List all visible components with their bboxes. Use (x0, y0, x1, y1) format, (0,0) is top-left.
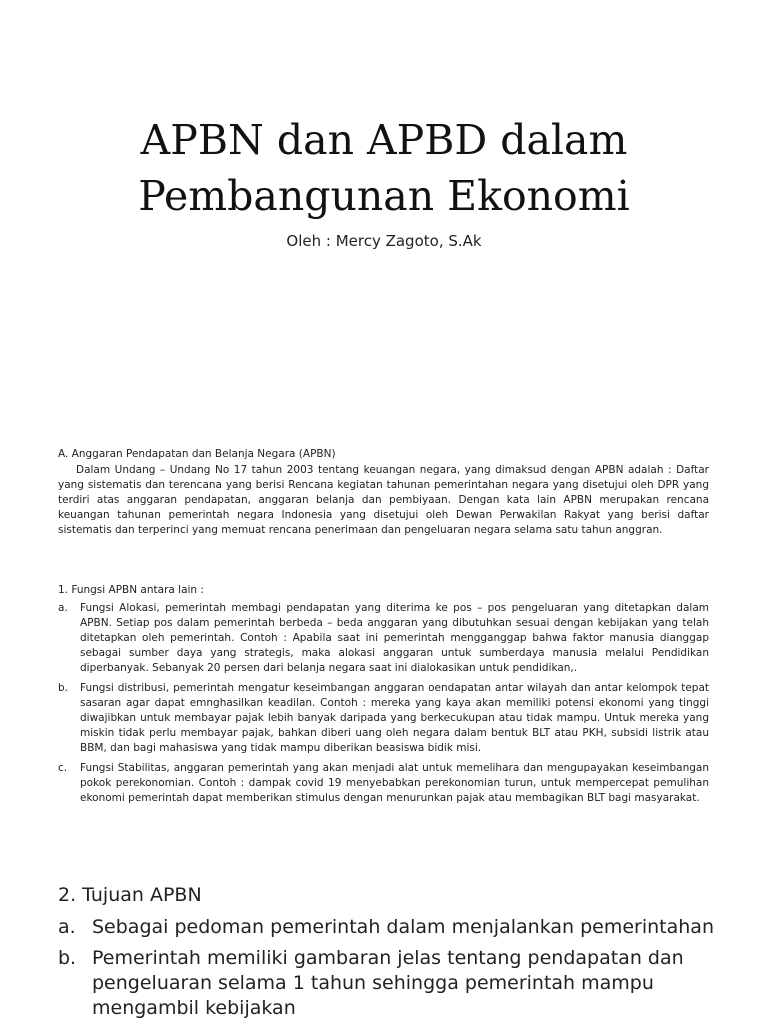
list-marker: c. (58, 762, 68, 774)
section-a-heading: A. Anggaran Pendapatan dan Belanja Negara (APBN) (58, 448, 336, 460)
list-item-text: Fungsi Stabilitas, anggaran pemerintah yang akan menjadi alat untuk memelihara dan mengupayakan keseimbangan pokok perekonomian. Contoh : dampak covid 19 menyebabkan perekonomian turun, untuk mempercepat pemulihan ekonomi pemerintah dapat memberikan stimulus dengan menurunkan pajak atau membagikan BLT bagi masyarakat. (80, 762, 709, 804)
fungsi-list (58, 601, 709, 811)
list-marker: a. (58, 602, 68, 614)
list-item-text: Fungsi Alokasi, pemerintah membagi pendapatan yang diterima ke pos – pos pengeluaran yang ditetapkan dalam APBN. Setiap pos dalam pemerintah berbeda – beda anggaran yang dibutuhkan sesuai dengan kebijakan yang telah ditetapkan oleh pemerintah. Contoh : Apabila saat ini pemerintah mengganggap bahwa faktor manusia dianggap sebagai sumber daya yang strategis, maka alokasi anggaran untuk sumberdaya manusia melalui Pendidikan diperbanyak. Sebanyak 20 persen dari belanja negara saat ini dialokasikan untuk pendidikan,. (80, 602, 709, 674)
list-item (58, 915, 738, 940)
list-item-text: Sebagai pedoman pemerintah dalam menjalankan pemerintahan (92, 916, 714, 938)
document-title (0, 112, 768, 224)
list-marker: a. (58, 916, 76, 938)
list-item (58, 681, 709, 756)
list-marker: b. (58, 682, 69, 694)
title-line-1: APBN dan APBD dalam (140, 116, 628, 164)
title-line-2: Pembangunan Ekonomi (138, 172, 630, 220)
list-marker: b. (58, 947, 77, 969)
list-item-text: Fungsi distribusi, pemerintah mengatur keseimbangan anggaran oendapatan antar wilayah dan antar kelompok tepat sasaran agar dapat emnghasilkan keadilan. Contoh : mereka yang kaya akan memiliki potensi ekonomi yang tinggi diwajibkan untuk membayar pajak lebih banyak daripada yang berkecukupan atau tidak mampu. Untuk mereka yang miskin tidak perlu membayar pajak, bahkan diberi uang oleh negara dalam bentuk BLT atau PKH, subsidi listrik atau BBM, dan bagi mahasiswa yang tidak mampu diberikan beasiswa bidik misi. (80, 682, 709, 754)
list-item (58, 761, 709, 806)
author-byline: Oleh : Mercy Zagoto, S.Ak (286, 232, 482, 250)
tujuan-heading: 2. Tujuan APBN (58, 884, 202, 906)
apbn-definition-paragraph: Dalam Undang – Undang No 17 tahun 2003 tentang keuangan negara, yang dimaksud dengan APBN adalah : Daftar yang sistematis dan terencana yang berisi Rencana kegiatan tahunan pemerintahan negara yang disetujui oleh DPR yang terdiri atas anggaran pendapatan, anggaran belanja dan pembiyaan. Dengan kata lain APBN merupakan rencana keuangan tahunan pemerintah negara Indonesia yang disetujui oleh Dewan Perwakilan Rakyat yang berisi daftar sistematis dan terperinci yang memuat rencana penerimaan dan pengeluaran negara selama satu tahun anggran. (58, 464, 709, 536)
list-item-text: Pemerintah memiliki gambaran jelas tentang pendapatan dan pengeluaran selama 1 tahun sehingga pemerintah mampu mengambil kebijakan (92, 947, 684, 1019)
tujuan-list (58, 915, 738, 1027)
list-item (58, 946, 738, 1021)
list-item (58, 601, 709, 676)
fungsi-heading: 1. Fungsi APBN antara lain : (58, 584, 204, 596)
